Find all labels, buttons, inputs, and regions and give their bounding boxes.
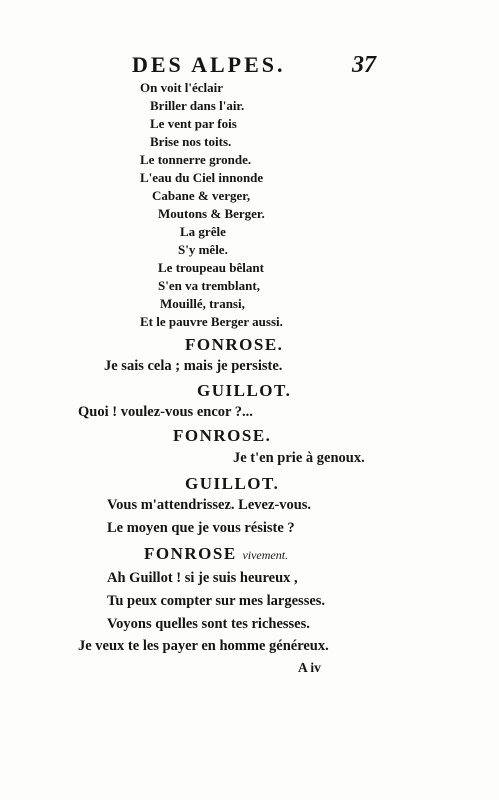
stage-direction: vivement. <box>242 548 289 562</box>
song-line: Et le pauvre Berger aussi. <box>140 314 283 329</box>
song-line: Le tonnerre gronde. <box>140 152 252 167</box>
dialogue-line: Je t'en prie à genoux. <box>233 450 365 466</box>
song-line: Briller dans l'air. <box>150 98 245 113</box>
song-line: Moutons & Berger. <box>158 206 265 221</box>
song-line: La grêle <box>180 224 226 239</box>
speaker-name <box>144 544 288 564</box>
dialogue-line: Je sais cela ; mais je persiste. <box>104 358 283 374</box>
song-line: Le vent par fois <box>150 116 237 131</box>
running-header: DES ALPES. <box>132 52 286 77</box>
song-line: L'eau du Ciel innonde <box>140 170 264 185</box>
song-line: Brise nos toits. <box>150 134 232 149</box>
dialogue-line: Le moyen que je vous résiste ? <box>107 520 295 536</box>
dialogue-line: Je veux te les payer en homme généreux. <box>78 638 329 654</box>
speaker-name: GUILLOT. <box>197 381 292 400</box>
song-line: Mouillé, transi, <box>160 296 245 311</box>
song-line: Cabane & verger, <box>152 188 251 203</box>
dialogue-line: Ah Guillot ! si je suis heureux , <box>107 570 298 586</box>
speaker-label: FONROSE <box>144 544 237 563</box>
speaker-name: FONROSE. <box>173 426 272 445</box>
signature-mark: A iv <box>298 660 321 675</box>
dialogue-line: Tu peux compter sur mes largesses. <box>107 593 326 609</box>
song-line: Le troupeau bêlant <box>158 260 264 275</box>
song-line: S'y mêle. <box>178 242 228 257</box>
dialogue-line: Voyons quelles sont tes richesses. <box>107 616 310 632</box>
dialogue-line: Vous m'attendrissez. Levez-vous. <box>107 497 312 513</box>
song-line: S'en va tremblant, <box>158 278 260 293</box>
speaker-name: GUILLOT. <box>185 474 280 493</box>
page-number: 37 <box>352 52 376 78</box>
speaker-name: FONROSE. <box>185 335 284 354</box>
song-line: On voit l'éclair <box>140 80 224 95</box>
dialogue-line: Quoi ! voulez-vous encor ?... <box>78 404 253 420</box>
